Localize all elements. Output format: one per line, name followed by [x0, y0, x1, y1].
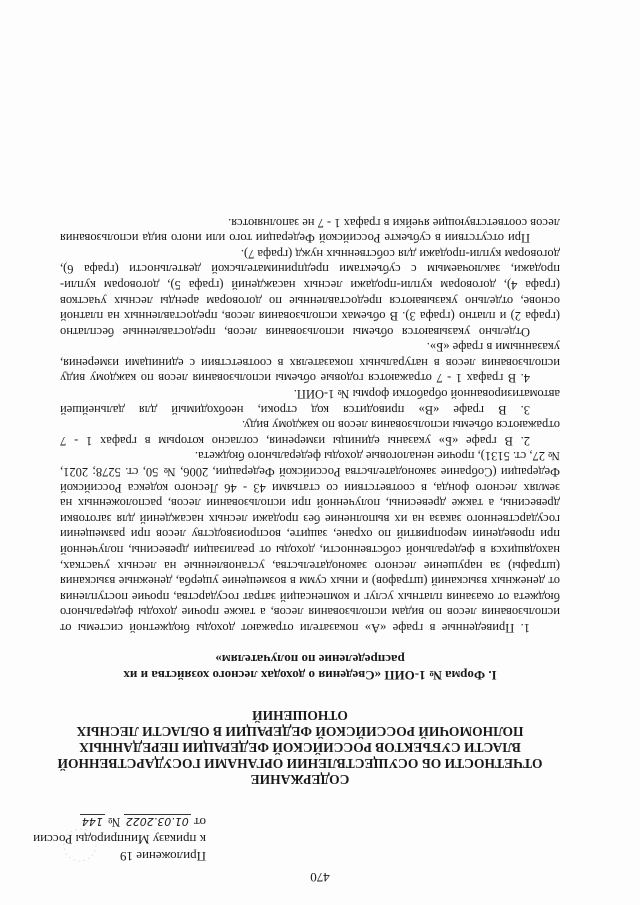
paragraph: 4. В графах 1 - 7 отражаются годовые объемы использования лесов по каждому виду использования лесов в натуральных показателях в соответствии с единицами измерения, указанными в графе «Б».	[60, 340, 560, 386]
section-line-2: распределение по получателям»	[215, 652, 405, 667]
date-prefix: от	[193, 815, 206, 830]
title-line-3: ВЛАСТИ СУБЪЕКТОВ РОССИЙСКОЙ ФЕДЕРАЦИИ ПЕРЕДАННЫХ	[79, 740, 521, 755]
title-line-5: ОТНОШЕНИЙ	[252, 708, 348, 723]
paragraph: 1. Приведенные в графе «А» показатели отражают доходы бюджетной системы от использования лесов по видам использования лесов, а также прочие доходы федерального бюджета от оказания платных услуг и компенсаций затрат государства, прочие поступления от денежных взысканий (штрафов) и иных сумм в возмещение ущерба, денежные взыскания (штрафы) за нарушение лесного законодательства, установленные на лесных участках, находящихся в федеральной собственности, доходы от реализации древесины, полученной при проведении мероприятий по охране, защите, воспроизводству лесов при размещении государственного заказа на их выполнение без продажи лесных насаждений для заготовки древесины, а также древесины, полученной при использовании лесов, расположенных на землях лесного фонда, в соответствии со статьями 43 - 46 Лесного кодекса Российской Федерации (Собрание законодательства Российской Федерации, 2006, № 50, ст. 5278; 2021, № 27, ст. 5131), прочие неналоговые доходы федерального бюджета.	[60, 449, 560, 635]
handwritten-number: 144	[81, 815, 103, 828]
body-text	[60, 214, 560, 635]
number-prefix: №	[108, 815, 121, 830]
document-title	[20, 707, 580, 787]
paragraph: Отдельно указываются объемы использования лесов, предоставленные бесплатно (графа 2) и платно (графа 3). В объемах использования лесов, предоставленных на платной основе, отдельно указываются предоставленные по договорам аренды лесных участков (графа 4), договорам купли-продажи лесных насаждений (графа 5), договорам купли-продажи, заключаемым с субъектами предпринимательской деятельности (графа 6), договорам купли-продажи для собственных нужд (графа 7).	[60, 246, 560, 339]
handwritten-date: 01.03.2022	[125, 815, 189, 828]
page-number: 470	[310, 870, 330, 885]
paragraph: 3. В графе «В» приводится код строки, необходимый для дальнейшей автоматизированной обработки формы № 1-ОИП.	[60, 387, 560, 417]
title-line-1: СОДЕРЖАНИЕ	[250, 772, 350, 787]
title-line-2: ОТЧЕТНОСТИ ОБ ОСУЩЕСТВЛЕНИИ ОРГАНАМИ ГОСУДАРСТВЕННОЙ	[57, 756, 543, 771]
paragraph: 2. В графе «Б» указаны единицы измерения, согласно которым в графах 1 - 7 отражаются объемы использования лесов по каждому виду.	[60, 418, 560, 448]
attachment-block	[10, 813, 206, 865]
attachment-date-line	[10, 813, 206, 831]
attachment-line-2: к приказу Минприроды России	[33, 832, 206, 847]
paragraph: При отсутствии в субъекте Российской Федерации того или иного вида использования лесов соответствующие ячейки в графах 1 - 7 не заполняются.	[60, 215, 560, 246]
attachment-line-1: Приложение 19	[119, 849, 206, 864]
section-line-1: I. Форма № 1-ОИП «Сведения о доходах лесного хозяйства и их	[123, 668, 497, 683]
title-line-4: ПОЛНОМОЧИЙ РОССИЙСКОЙ ФЕДЕРАЦИИ В ОБЛАСТИ ЛЕСНЫХ	[76, 724, 524, 739]
section-heading	[80, 651, 540, 683]
